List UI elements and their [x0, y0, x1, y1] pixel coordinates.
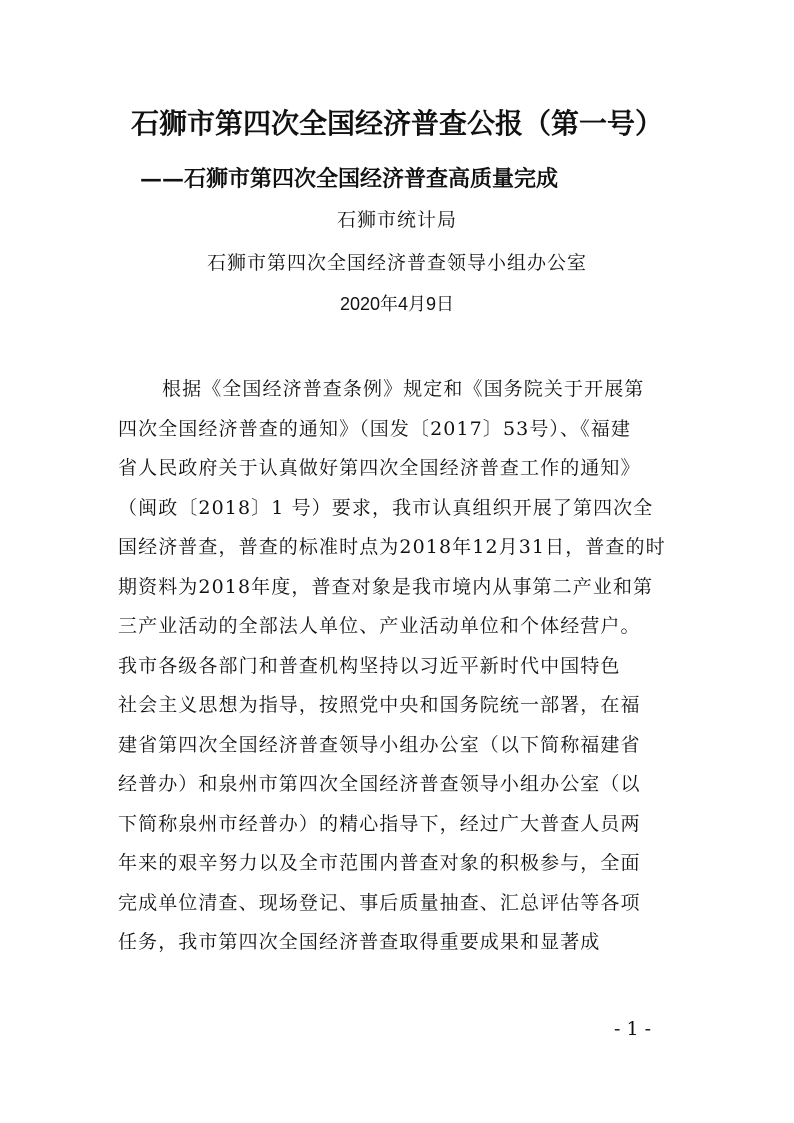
body-line: 社会主义思想为指导，按照党中央和国务院统一部署，在福 — [118, 694, 641, 716]
body-line: 下简称泉州市经普办）的精心指导下，经过广大普查人员两 — [118, 812, 641, 835]
body-line: 国经济普查，普查的标准时点为2018年12月31日，普查的时 — [118, 536, 666, 558]
publish-date: 2020年4月9日 — [339, 294, 455, 314]
body-line: 经普办）和泉州市第四次全国经济普查领导小组办公室（以 — [118, 773, 641, 795]
body-line: （闽政〔2018〕1 号）要求，我市认真组织开展了第四次全 — [118, 496, 654, 519]
body-line: 省人民政府关于认真做好第四次全国经济普查工作的通知》 — [118, 457, 641, 479]
body-line: 任务，我市第四次全国经济普查取得重要成果和显著成 — [118, 931, 601, 953]
body-line: 根据《全国经济普查条例》规定和《国务院关于开展第 — [162, 378, 645, 400]
page-number: - 1 - — [614, 1018, 652, 1040]
issuer-statistics-bureau: 石狮市统计局 — [336, 209, 457, 231]
body-line: 完成单位清查、现场登记、事后质量抽查、汇总评估等各项 — [118, 891, 641, 914]
body-line: 三产业活动的全部法人单位、产业活动单位和个体经营户。 — [118, 615, 641, 637]
body-line: 四次全国经济普查的通知》（国发〔2017〕53号）、《福建 — [118, 417, 631, 440]
body-line: 期资料为2018年度，普查对象是我市境内从事第二产业和第 — [118, 575, 654, 598]
body-line: 年来的艰辛努力以及全市范围内普查对象的积极参与，全面 — [118, 852, 641, 874]
document-subtitle: ——石狮市第四次全国经济普查高质量完成 — [140, 166, 559, 192]
body-line: 建省第四次全国经济普查领导小组办公室（以下简称福建省 — [118, 733, 641, 756]
document-title: 石狮市第四次全国经济普查公报（第一号） — [130, 107, 663, 140]
body-line: 我市各级各部门和普查机构坚持以习近平新时代中国特色 — [118, 654, 621, 677]
body-paragraph — [118, 370, 678, 963]
issuer-census-office: 石狮市第四次全国经济普查领导小组办公室 — [206, 252, 587, 274]
